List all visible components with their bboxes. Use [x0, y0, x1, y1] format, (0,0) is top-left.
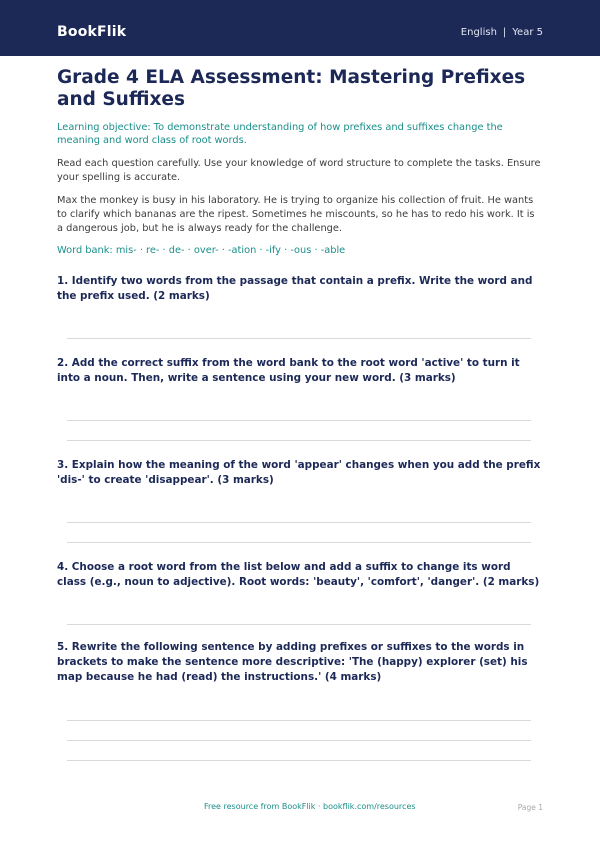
answer-line[interactable] [67, 760, 531, 761]
subject-label: English [460, 27, 497, 38]
worksheet-title: Grade 4 ELA Assessment: Mastering Prefixes and Suffixes [57, 67, 526, 110]
question-1: 1. Identify two words from the passage that contain a prefix. Write the word and the prefix used. (2 marks) [57, 275, 533, 302]
answer-line[interactable] [67, 338, 531, 339]
page-header [0, 0, 600, 56]
subject-separator: | [502, 27, 507, 38]
answer-line[interactable] [67, 542, 531, 543]
answer-line[interactable] [67, 720, 531, 721]
answer-line[interactable] [67, 740, 531, 741]
answer-line[interactable] [67, 522, 531, 523]
brand-logo-text: BookFlik [57, 24, 127, 40]
question-5: 5. Rewrite the following sentence by adding prefixes or suffixes to the words in brackets to make the sentence more descriptive: 'The (happy) explorer (set) his map because he had (read) the instructions.' (4 marks) [57, 641, 528, 683]
answer-line[interactable] [67, 440, 531, 441]
question-3: 3. Explain how the meaning of the word 'appear' changes when you add the prefix 'dis-' to create 'disappear'. (3 marks) [57, 459, 541, 486]
answer-line[interactable] [67, 624, 531, 625]
reading-passage: Max the monkey is busy in his laboratory. He is trying to organize his collection of fruit. He wants to clarify which bananas are the ripest. Sometimes he miscounts, so he has to redo his work. It is a dangerous job, but he is always ready for the challenge. [57, 195, 535, 234]
learning-objective: Learning objective: To demonstrate understanding of how prefixes and suffixes change the meaning and word class of root words. [57, 122, 503, 146]
page-number: Page 1 [517, 803, 543, 812]
footer-resource-text: Free resource from BookFlik · bookflik.com/resources [204, 802, 416, 811]
subject-level [461, 27, 543, 38]
word-bank: Word bank: mis- · re- · de- · over- · -ation · -ify · -ous · -able [57, 245, 346, 256]
question-4: 4. Choose a root word from the list below and add a suffix to change its word class (e.g., noun to adjective). Root words: 'beauty', 'comfort', 'danger'. (2 marks) [57, 561, 540, 588]
instructions: Read each question carefully. Use your knowledge of word structure to complete the tasks. Ensure your spelling is accurate. [57, 158, 541, 183]
answer-line[interactable] [67, 420, 531, 421]
question-2: 2. Add the correct suffix from the word bank to the root word 'active' to turn it into a noun. Then, write a sentence using your new word. (3 marks) [57, 357, 520, 384]
level-label: Year 5 [512, 27, 543, 38]
